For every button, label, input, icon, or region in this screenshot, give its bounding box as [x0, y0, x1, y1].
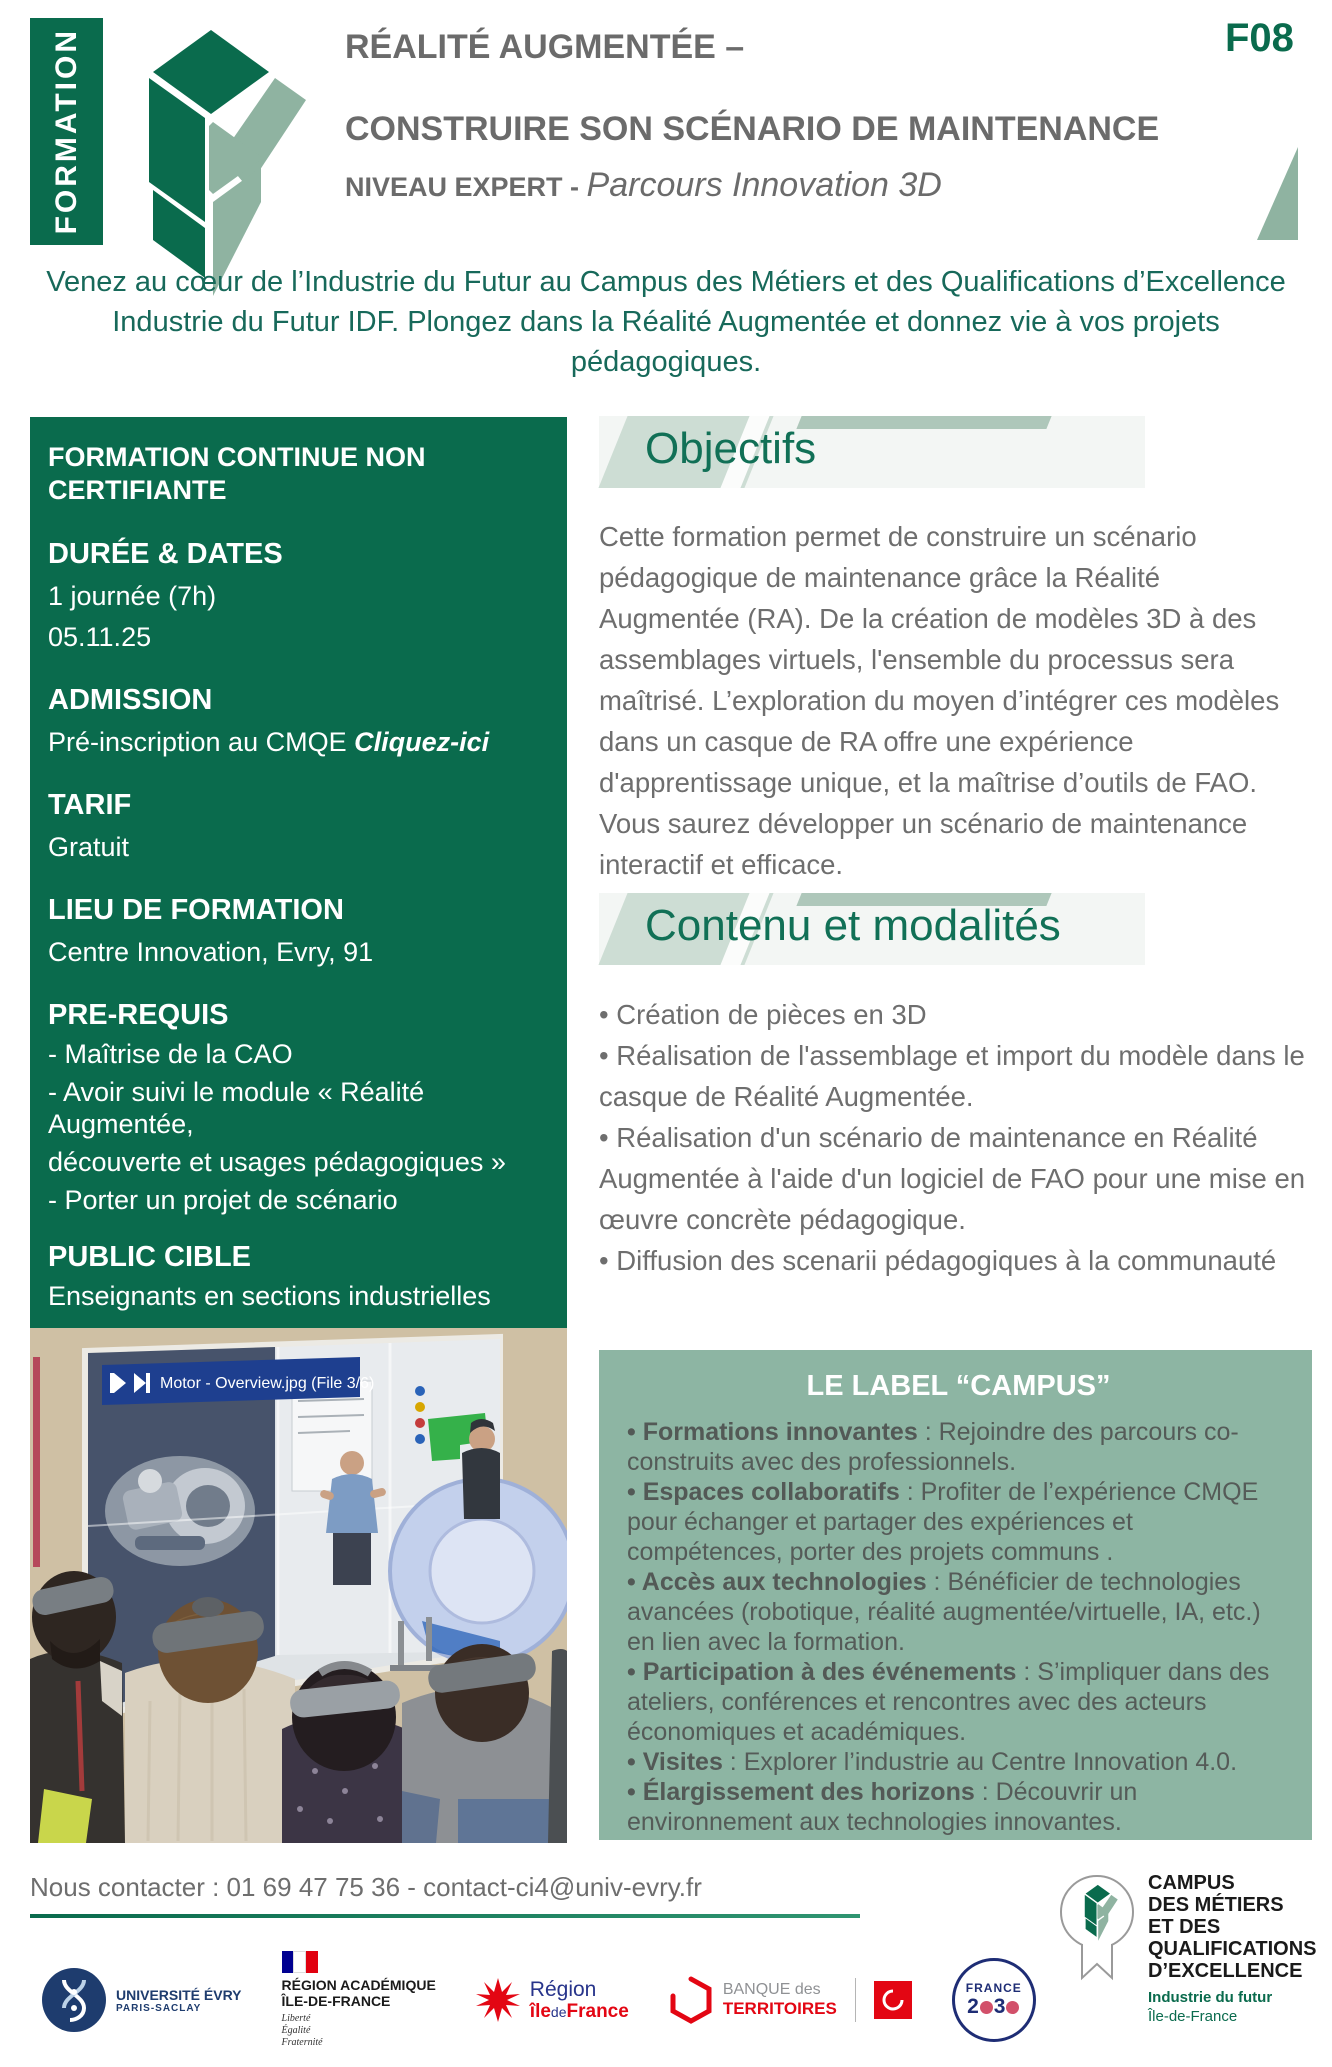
campus-badge-line: QUALIFICATIONS [1148, 1938, 1317, 1960]
contenu-bullet: • Réalisation de l'assemblage et import du modèle dans le casque de Réalité Augmentée. [599, 1040, 1305, 1112]
campus-badge-line: DES MÉTIERS [1148, 1894, 1284, 1916]
admission-text: Pré-inscription au CMQE [48, 727, 355, 757]
sidebar-title-public: PUBLIC CIBLE [48, 1241, 251, 1273]
training-session-photo [30, 1321, 567, 1843]
footer-divider-line [30, 1914, 860, 1918]
universite-evry-name: UNIVERSITÉ ÉVRY [116, 1986, 242, 2003]
label-campus-item: • Élargissement des horizons : Découvrir un environnement aux technologies innovantes. [627, 1778, 1138, 1836]
campus-medal-icon [1058, 1872, 1136, 2002]
red-zero-icon [1006, 2001, 1019, 2014]
label-campus-item: • Espaces collaboratifs : Profiter de l’expérience CMQE pour échanger et partager des expériences et compétences, porter des projets communs . [627, 1478, 1259, 1566]
campus-badge-line: D’EXCELLENCE [1148, 1960, 1303, 1982]
region-academique-line2: ÎLE-DE-FRANCE [281, 1993, 391, 2009]
campus-badge-sub2: Île-de-France [1148, 2008, 1238, 2025]
sidebar-banner: FORMATION CONTINUE NON CERTIFIANTE [48, 442, 426, 505]
sidebar-title-prerequis: PRE-REQUIS [48, 999, 229, 1031]
public-line: Enseignants en sections industrielles [48, 1281, 491, 1311]
banque-territoires-line2: TERRITOIRES [722, 1999, 837, 2018]
prerequis-line: découverte et usages pédagogiques » [48, 1147, 506, 1177]
france2030-line1: FRANCE [965, 1981, 1022, 1995]
logo-divider [855, 1978, 856, 2022]
prerequis-line: - Porter un projet de scénario [48, 1185, 398, 1215]
sidebar-title-admission: ADMISSION [48, 684, 213, 716]
motto-fraternite: Fraternité [281, 2037, 323, 2048]
contenu-bullet: • Création de pièces en 3D [599, 999, 927, 1030]
contenu-bullet-list [599, 994, 1312, 1281]
page-subtitle [345, 166, 942, 205]
logo-region-ile-de-france [476, 1978, 629, 2023]
france2030-line2: 2 3 [967, 1995, 1020, 2019]
label-campus-item: • Formations innovantes : Rejoindre des parcours co-construits avec des professionnels. [627, 1418, 1239, 1476]
contenu-bullet: • Diffusion des scenarii pédagogiques à la communauté [599, 1245, 1277, 1276]
date-value: 05.11.25 [48, 622, 152, 652]
motto-liberte: Liberté [281, 2013, 311, 2024]
french-flag-icon [282, 1951, 318, 1973]
sidebar-title-tarif: TARIF [48, 789, 132, 821]
formation-vertical-label: FORMATION [49, 28, 83, 235]
corner-triangle-decoration [1257, 147, 1298, 240]
label-campus-item: • Visites : Explorer l’industrie au Centre Innovation 4.0. [627, 1748, 1238, 1776]
subtitle-level: NIVEAU EXPERT - [345, 172, 587, 202]
objectifs-heading-band [599, 416, 1145, 488]
region-idf-line1: Région [529, 1977, 597, 2001]
motto-egalite: Égalité [281, 2025, 311, 2036]
prerequis-line: - Maîtrise de la CAO [48, 1039, 293, 1069]
duration-value: 1 journée (7h) [48, 581, 217, 611]
prerequis-line: - Avoir suivi le module « Réalité Augmentée, [48, 1077, 425, 1139]
label-campus-box [599, 1350, 1312, 1840]
header-titles [345, 0, 1225, 220]
banque-territoires-hexagon-icon [669, 1976, 713, 2024]
banque-territoires-line1: BANQUE des [722, 1981, 821, 1998]
contenu-heading-band [599, 893, 1145, 965]
formation-vertical-banner [30, 18, 103, 245]
campus-badge-line: ET DES [1148, 1916, 1221, 1938]
intro-paragraph [40, 262, 1292, 382]
contenu-heading: Contenu et modalités [645, 901, 1061, 950]
sidebar-title-duree: DURÉE & DATES [48, 538, 283, 570]
label-campus-title: LE LABEL “CAMPUS” [806, 1370, 1111, 1402]
red-zero-icon [980, 2001, 993, 2014]
contact-prefix: Nous contacter : 01 69 47 75 36 - [30, 1872, 424, 1902]
sidebar-title-lieu: LIEU DE FORMATION [48, 894, 344, 926]
photo-red-pillar [33, 1357, 40, 1567]
main-content-column [599, 416, 1312, 1846]
label-campus-item: • Accès aux technologies : Bénéficier de technologies avancées (robotique, réalité augmentée/virtuelle, IA, etc.) en lien avec la formation. [627, 1568, 1261, 1656]
info-sidebar [30, 417, 567, 1321]
region-idf-star-icon [476, 1978, 520, 2022]
region-idf-line2: îledeFrance [529, 2000, 629, 2022]
logo-banque-des-territoires [669, 1976, 912, 2024]
campus-excellence-badge [1058, 1872, 1317, 2025]
lieu-value: Centre Innovation, Evry, 91 [48, 937, 374, 967]
region-academique-line1: RÉGION ACADÉMIQUE [281, 1977, 436, 1993]
subtitle-parcours: Parcours Innovation 3D [586, 166, 942, 204]
logo-region-academique [282, 1951, 436, 2049]
campus-badge-sub1: Industrie du futur [1148, 1989, 1273, 2006]
course-code: F08 [1225, 16, 1294, 60]
caisse-des-depots-icon [874, 1981, 912, 2019]
objectifs-paragraph: Cette formation permet de construire un scénario pédagogique de maintenance grâce la Réalité Augmentée (RA). De la création de modèles 3D à des assemblages virtuels, l'ensemble du processus sera maîtrisé. L’exploration du moyen d’intégrer ces modèles dans un casque de RA offre une expérience d'apprentissage unique, et la maîtrise d’outils de FAO. Vous saurez développer un scénario de maintenance interactif et efficace. [599, 521, 1280, 880]
contact-line [30, 1872, 702, 1903]
screen-title-text: Motor - Overview.jpg (File 3/6) [160, 1375, 375, 1392]
label-campus-item: • Participation à des événements : S’impliquer dans des ateliers, conférences et rencontres avec des acteurs économiques et académiques. [627, 1658, 1270, 1746]
intro-line1: Venez au cœur de l’Industrie du Futur au Campus des Métiers et des Qualifications d’Excellence [46, 266, 1286, 298]
preinscription-link[interactable]: Cliquez-ici [354, 727, 490, 757]
logo-france-2030 [952, 1958, 1036, 2042]
partner-logos-row [42, 1945, 1042, 2055]
page-title-line1: RÉALITÉ AUGMENTÉE – [345, 28, 745, 66]
photo-screen-titlebar [102, 1357, 374, 1405]
universite-evry-sub: PARIS-SACLAY [116, 2002, 202, 2014]
contact-email-link[interactable]: contact-ci4@univ-evry.fr [423, 1872, 702, 1902]
tarif-value: Gratuit [48, 832, 130, 862]
band-topbar-decoration [796, 416, 1051, 429]
objectifs-heading: Objectifs [645, 424, 817, 473]
logo-universite-evry [42, 1968, 242, 2032]
admission-line [48, 726, 553, 758]
page-title-line2: CONSTRUIRE SON SCÉNARIO DE MAINTENANCE [345, 110, 1160, 148]
intro-line2: Industrie du Futur IDF. Plongez dans la Réalité Augmentée et donnez vie à vos projets pédagogiques. [112, 306, 1220, 378]
universite-evry-icon [42, 1968, 106, 2032]
contenu-bullet: • Réalisation d'un scénario de maintenance en Réalité Augmentée à l'aide d'un logiciel de FAO pour une mise en œuvre concrète pédagogique. [599, 1122, 1306, 1235]
campus-badge-line: CAMPUS [1148, 1872, 1235, 1894]
